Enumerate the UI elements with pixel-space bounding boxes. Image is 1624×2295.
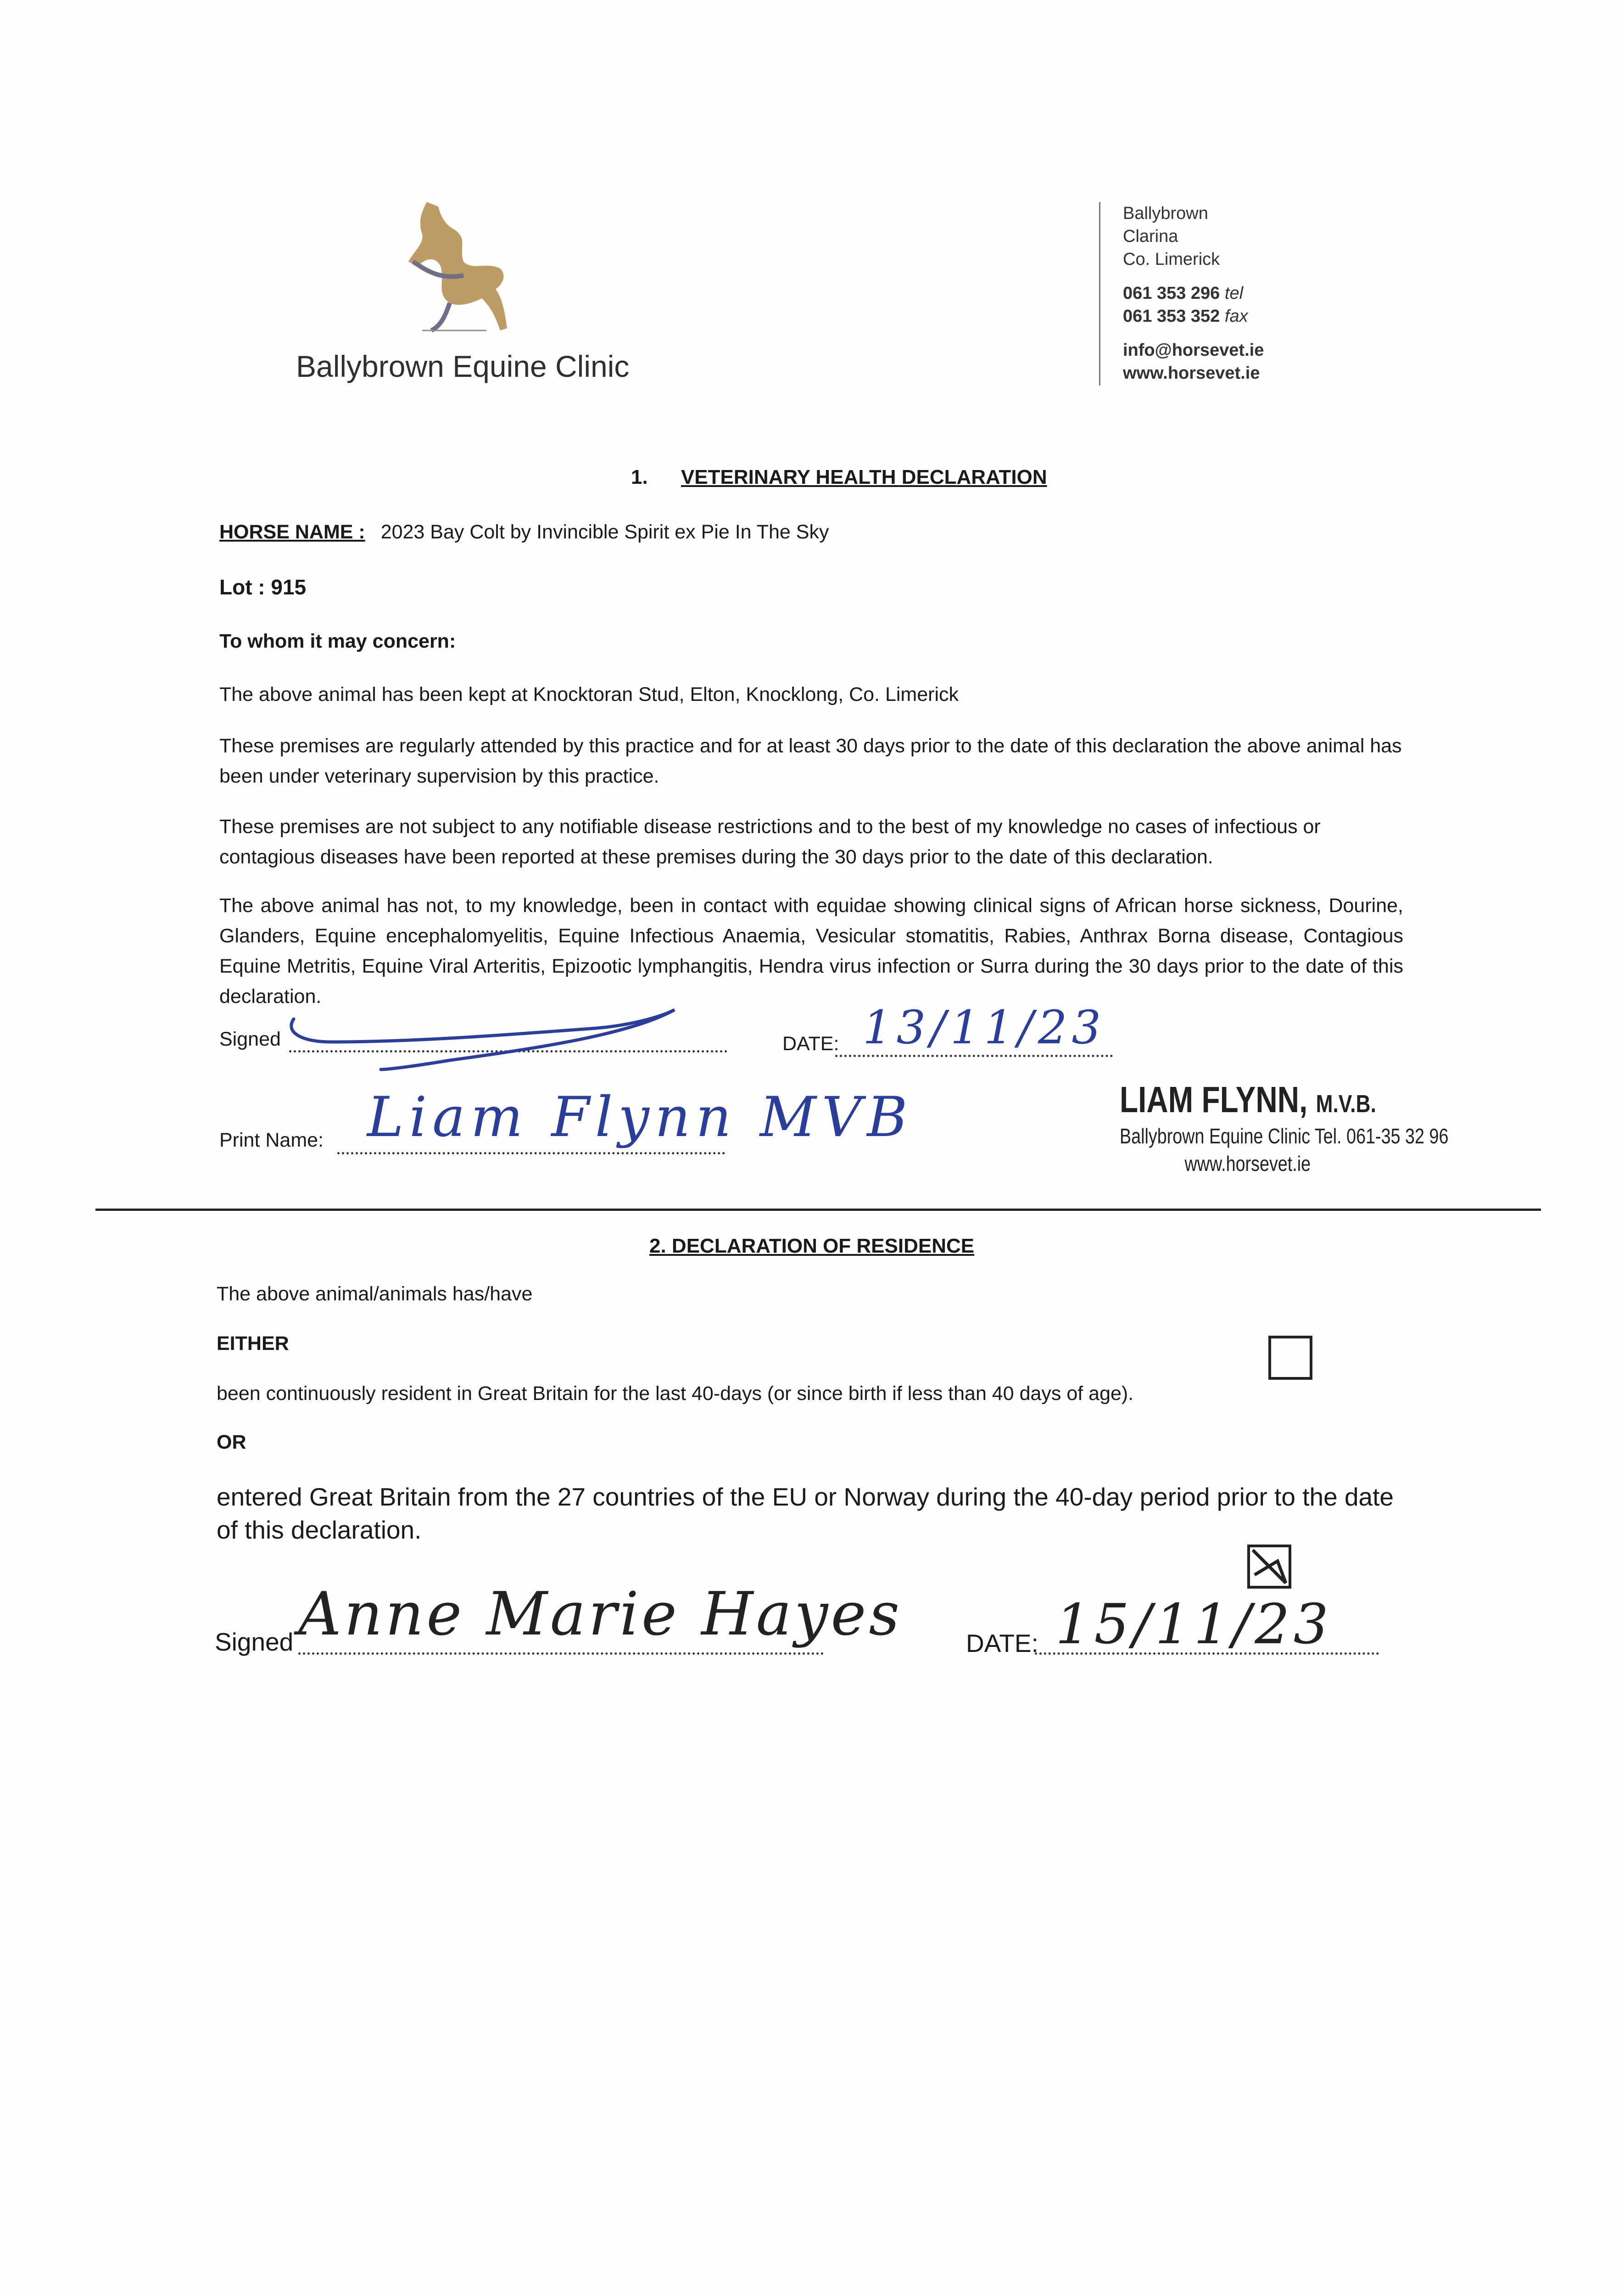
horse-name-row bbox=[219, 521, 829, 543]
residence-intro: The above animal/animals has/have bbox=[217, 1283, 533, 1305]
print-name-handwritten: Liam Flynn MVB bbox=[367, 1086, 913, 1149]
clinic-name: Ballybrown Equine Clinic bbox=[296, 349, 630, 383]
print-name-line bbox=[337, 1152, 725, 1154]
stamp-name: LIAM FLYNN, bbox=[1120, 1079, 1308, 1120]
vet-date-line bbox=[835, 1055, 1113, 1057]
stamp-qualification: M.V.B. bbox=[1316, 1090, 1376, 1118]
section1-number: 1. bbox=[631, 466, 648, 488]
horse-name-label: HORSE NAME : bbox=[219, 521, 365, 543]
section1-heading bbox=[631, 466, 1047, 489]
option1-checkbox[interactable] bbox=[1268, 1336, 1312, 1380]
rearing-horse-logo-icon bbox=[395, 193, 519, 340]
vet-stamp bbox=[1120, 1079, 1449, 1176]
or-label: OR bbox=[217, 1431, 246, 1453]
tel-label: tel bbox=[1224, 284, 1244, 303]
owner-date-handwritten: 15/11/23 bbox=[1055, 1593, 1332, 1657]
para-kept-at: The above animal has been kept at Knocktoran Stud, Elton, Knocklong, Co. Limerick bbox=[219, 683, 959, 705]
vet-signature bbox=[275, 991, 688, 1083]
vet-date-label: DATE: bbox=[782, 1033, 839, 1055]
para-no-restrictions: These premises are not subject to any notifiable disease restrictions and to the best of my knowledge no cases of infectious or contagious diseases have been reported at these premises during the 30 days prior to the date of this declaration. bbox=[219, 816, 1321, 868]
section1-title: VETERINARY HEALTH DECLARATION bbox=[681, 466, 1047, 488]
vet-date-handwritten: 13/11/23 bbox=[863, 1001, 1106, 1054]
section2-title: 2. DECLARATION OF RESIDENCE bbox=[649, 1235, 975, 1257]
vet-signed-label: Signed bbox=[219, 1028, 281, 1050]
website: www.horsevet.ie bbox=[1123, 364, 1260, 383]
fax-label: fax bbox=[1224, 307, 1248, 326]
address-line-1: Ballybrown bbox=[1123, 204, 1208, 223]
address-line-3: Co. Limerick bbox=[1123, 250, 1220, 269]
option1-text: been continuously resident in Great Britain for the last 40-days (or since birth if less than 40 days of age). bbox=[217, 1383, 1134, 1405]
owner-date-label: DATE: bbox=[966, 1629, 1038, 1657]
tel-line bbox=[1123, 282, 1264, 305]
address-divider bbox=[1099, 202, 1100, 386]
tel-number: 061 353 296 bbox=[1123, 284, 1220, 303]
horse-name-value: 2023 Bay Colt by Invincible Spirit ex Pie In The Sky bbox=[380, 521, 829, 543]
salutation: To whom it may concern: bbox=[219, 630, 456, 652]
clinic-address-block bbox=[1123, 202, 1264, 385]
stamp-website: www.horsevet.ie bbox=[1184, 1152, 1311, 1175]
print-name-label: Print Name: bbox=[219, 1129, 324, 1151]
owner-signature: Anne Marie Hayes bbox=[298, 1579, 903, 1649]
option2-checkbox[interactable] bbox=[1247, 1545, 1291, 1589]
lot-number: Lot : 915 bbox=[219, 575, 307, 599]
address-line-2: Clarina bbox=[1123, 227, 1178, 246]
stamp-clinic-tel: Ballybrown Equine Clinic Tel. 061-35 32 96 bbox=[1120, 1124, 1449, 1148]
checkbox-cross-icon bbox=[1250, 1547, 1289, 1586]
fax-line bbox=[1123, 305, 1264, 328]
fax-number: 061 353 352 bbox=[1123, 307, 1220, 326]
stamp-name-line bbox=[1120, 1079, 1376, 1121]
owner-signed-label: Signed bbox=[215, 1628, 294, 1656]
owner-signature-line bbox=[298, 1652, 824, 1655]
email: info@horsevet.ie bbox=[1123, 341, 1264, 360]
para-no-contact: The above animal has not, to my knowledge, been in contact with equidae showing clinical signs of African horse sickness, Dourine, Glanders, Equine encephalomyelitis, Equine Infectious Anaemia, Vesicular stomatitis, Rabies, Anthrax Borna disease, Contagious Equine Metritis, Equine Viral Arteritis, Epizootic lymphangitis, Hendra virus infection or Surra during the 30 days prior to the date of this declaration. bbox=[219, 895, 1403, 1008]
vet-signature-scribble bbox=[275, 991, 688, 1083]
section-divider bbox=[95, 1209, 1541, 1211]
option2-text: entered Great Britain from the 27 countries of the EU or Norway during the 40-day period prior to the date of this declaration. bbox=[217, 1483, 1394, 1544]
either-label: EITHER bbox=[217, 1332, 289, 1355]
clinic-logo bbox=[395, 193, 519, 340]
para-supervision: These premises are regularly attended by this practice and for at least 30 days prior to the date of this declaration the above animal has been under veterinary supervision by this practice. bbox=[219, 735, 1402, 787]
